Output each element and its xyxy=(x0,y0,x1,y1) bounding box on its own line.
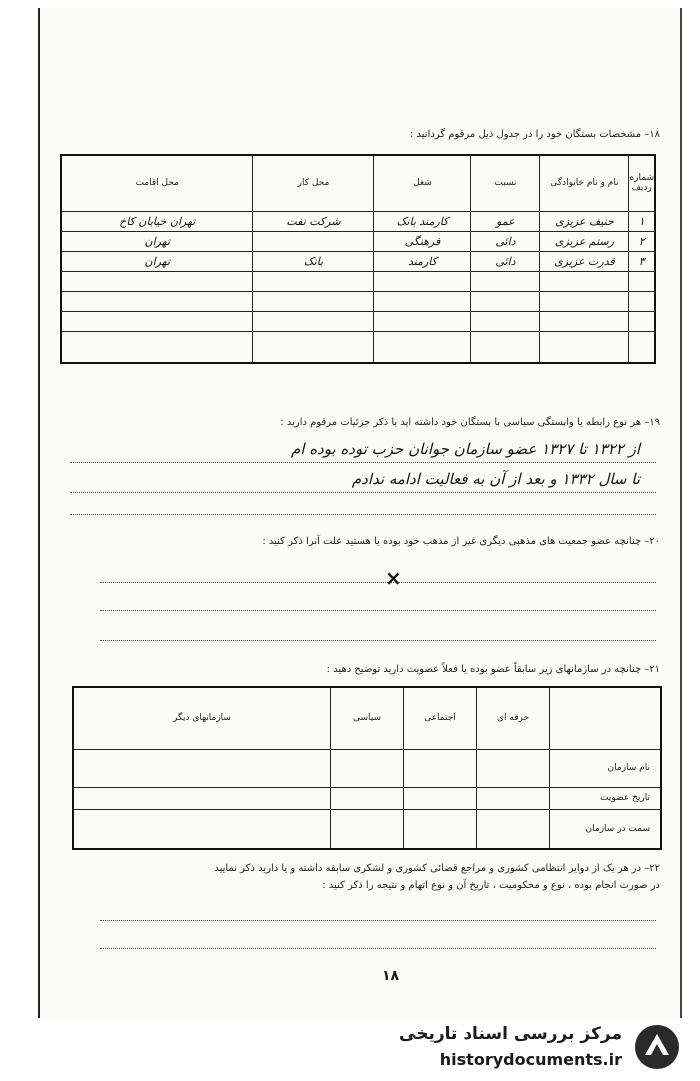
answer-line xyxy=(100,948,656,949)
col-political: سیاسی xyxy=(331,687,404,749)
col-job: شغل xyxy=(374,155,471,211)
row-label: تاریخ عضویت xyxy=(550,787,662,809)
question-20-title: ۲۰– چنانچه عضو جمعیت های مذهبی دیگری غیر از مذهب خود بوده یا هستید علت آنرا ذکر کنید : xyxy=(262,536,660,547)
question-18-title: ۱۸– مشخصات بستگان خود را در جدول ذیل مرقوم گردانید : xyxy=(409,129,660,140)
col-row-number: شماره ردیف xyxy=(629,155,655,211)
col-professional: حرفه ای xyxy=(477,687,550,749)
table-row xyxy=(61,251,655,271)
relative-relation: دائی xyxy=(495,254,516,268)
organizations-table xyxy=(72,686,662,850)
col-residence: محل اقامت xyxy=(61,155,253,211)
question-22-title-line-2: در صورت انجام بوده ، نوع و محکومیت ، تاریخ آن و نوع اتهام و نتیجه را ذکر کنید : xyxy=(322,880,660,891)
relative-residence: تهران xyxy=(144,234,170,248)
row-number: ۲ xyxy=(638,234,645,248)
answer-line xyxy=(100,640,656,641)
col-relation: نسبت xyxy=(471,155,540,211)
question-22-title-line-1: ۲۲– در هر یک از دوایر انتظامی کشوری و مراجع قضائی کشوری و لشکری سابقه داشته و یا دارید ذکر نمایید xyxy=(214,863,660,874)
watermark xyxy=(382,1018,682,1076)
col-social: اجتماعی xyxy=(404,687,477,749)
table-row-empty xyxy=(61,331,655,363)
relative-residence: تهران خیابان کاخ xyxy=(119,214,196,228)
col-other-organizations: سازمانهای دیگر xyxy=(73,687,331,749)
answer-line xyxy=(70,514,656,515)
row-number: ۱ xyxy=(638,214,645,228)
relative-workplace: شرکت نفت xyxy=(286,214,341,228)
question-19-answer-line-2: تا سال ۱۳۳۲ و بعد از آن به فعالیت ادامه ندادم xyxy=(351,470,640,488)
table-row-empty xyxy=(61,311,655,331)
history-documents-logo-icon xyxy=(632,1022,682,1072)
relative-residence: تهران xyxy=(144,254,170,268)
relative-name: قدرت عزیزی xyxy=(554,254,615,268)
relative-name: رستم عزیزی xyxy=(554,234,614,248)
col-name: نام و نام خانوادگی xyxy=(540,155,629,211)
question-20-answer-mark: × xyxy=(385,566,402,590)
relative-job: کارمند xyxy=(408,254,437,268)
row-label: سمت در سازمان xyxy=(550,809,662,849)
table-row xyxy=(61,231,655,251)
answer-line xyxy=(70,462,656,463)
answer-line xyxy=(70,492,656,493)
row-label: نام سازمان xyxy=(550,749,662,787)
question-19-answer-line-1: از ۱۳۲۲ تا ۱۳۲۷ عضو سازمان جوانان حزب توده بوده ام xyxy=(290,440,640,458)
answer-line xyxy=(100,610,656,611)
watermark-url: historydocuments.ir xyxy=(439,1050,622,1069)
relatives-table xyxy=(60,154,656,364)
page-number: ۱۸ xyxy=(382,968,400,984)
relative-workplace xyxy=(253,232,373,251)
relative-relation: عمو xyxy=(496,214,515,228)
col-workplace: محل کار xyxy=(253,155,374,211)
relative-job: فرهنگی xyxy=(404,234,441,248)
question-19-title: ۱۹– هر نوع رابطه یا وابستگی سیاسی با بستگان خود داشته اید با ذکر جزئیات مرقوم دارید : xyxy=(280,417,660,428)
watermark-title: مرکز بررسی اسناد تاریخی xyxy=(399,1024,622,1044)
document-page xyxy=(38,8,682,1018)
relative-workplace: بانک xyxy=(303,254,324,268)
relative-relation: دائی xyxy=(495,234,516,248)
answer-line xyxy=(100,920,656,921)
table-row xyxy=(73,787,661,809)
table-row-empty xyxy=(61,271,655,291)
table-row-empty xyxy=(61,291,655,311)
table-row xyxy=(73,749,661,787)
answer-line xyxy=(100,582,656,583)
question-21-title: ۲۱– چنانچه در سازمانهای زیر سابقاً عضو بوده یا فعلاً عضویت دارید توضیح دهید : xyxy=(326,664,660,675)
relative-job: کارمند بانک xyxy=(396,214,449,228)
table-row xyxy=(73,809,661,849)
row-number: ۳ xyxy=(638,254,645,268)
table-row xyxy=(61,211,655,231)
relative-name: حنیف عزیزی xyxy=(555,214,614,228)
